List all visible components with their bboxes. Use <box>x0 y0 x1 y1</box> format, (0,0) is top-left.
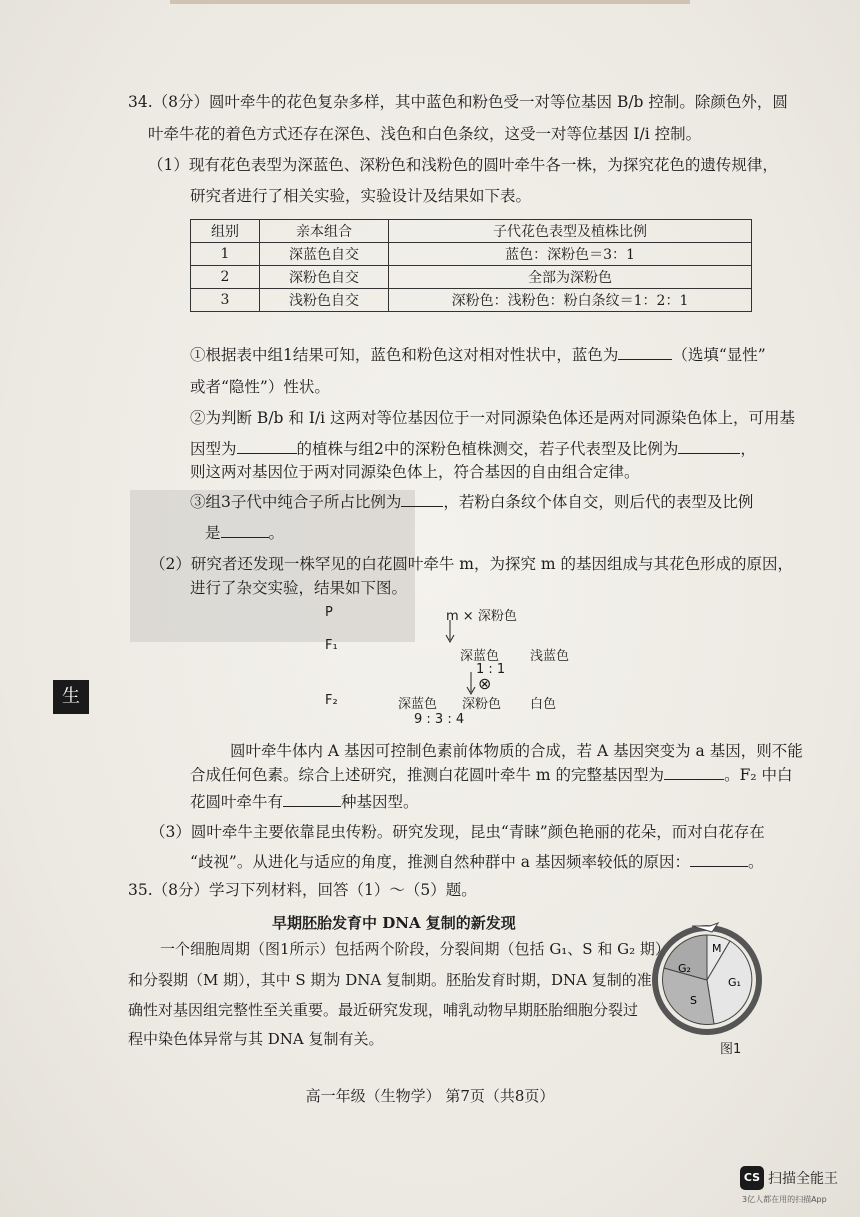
q34-sub1 <box>190 345 766 365</box>
q34-line1: 34.（8分）圆叶牵牛的花色复杂多样，其中蓝色和粉色受一对等位基因 B/b 控制。除颜色外，圆 <box>128 93 788 111</box>
q34-sub3-text: ③组3子代中纯合子所占比例为 <box>190 493 402 511</box>
q34-part2-text: 花圆叶牵牛有 <box>190 793 284 811</box>
table-row <box>191 289 752 312</box>
arrow-down-icon <box>440 620 460 644</box>
table-cell: 深蓝色自交 <box>260 243 389 266</box>
f2-phenotype: 深蓝色 <box>398 697 438 712</box>
q34-part2: （2）研究者还发现一株罕见的白花圆叶牵牛 m，为探究 m 的基因组成与其花色形成的原因， <box>150 555 794 573</box>
article-paragraph: 确性对基因组完整性至关重要。最近研究发现，哺乳动物早期胚胎细胞分裂过 <box>128 1001 639 1019</box>
label-g1: G₁ <box>728 976 741 989</box>
q34-part3: （3）圆叶牵牛主要依靠昆虫传粉。研究发现，昆虫“青睐”颜色艳丽的花朵，而对白花存在 <box>150 823 765 841</box>
q34-part3-text: “歧视”。从进化与适应的角度，推测自然种群中 a 基因频率较低的原因： <box>190 853 690 871</box>
q34-sub1-text: （选填“显性” <box>672 346 766 364</box>
page-footer: 高一年级（生物学） 第7页（共8页） <box>305 1087 555 1105</box>
logo-name: 扫描全能王 <box>768 1171 838 1187</box>
table-header-row <box>191 220 752 243</box>
article-paragraph: 程中染色体异常与其 DNA 复制有关。 <box>128 1030 384 1048</box>
table-cell: 深粉色自交 <box>260 266 389 289</box>
f1-phenotype: 浅蓝色 <box>530 649 570 664</box>
q34-sub3 <box>190 492 753 512</box>
label-g2: G₂ <box>678 962 691 975</box>
q34-part2-text: 合成任何色素。综合上述研究，推测白花圆叶牵牛 m 的完整基因型为 <box>190 766 665 784</box>
label-s: S <box>690 994 697 1007</box>
answer-blank <box>678 439 740 454</box>
table-cell: 深粉色：浅粉色：粉白条纹＝1：2：1 <box>389 289 752 312</box>
q34-sub1-text: ①根据表中组1结果可知，蓝色和粉色这对相对性状中，蓝色为 <box>190 346 619 364</box>
f2-ratio: 9 : 3 : 4 <box>414 712 465 727</box>
table-cell: 浅粉色自交 <box>260 289 389 312</box>
figure-caption: 图1 <box>720 1042 742 1057</box>
cell-cycle-figure <box>652 920 762 1040</box>
table-cell: 2 <box>191 266 260 289</box>
q34-part1-intro-2: 研究者进行了相关实验，实验设计及结果如下表。 <box>190 187 532 205</box>
q34-sub2-text: ， <box>740 440 756 458</box>
answer-blank <box>664 765 724 780</box>
cross-parents: m × 深粉色 <box>446 609 517 624</box>
gen-label-p: P <box>325 605 333 620</box>
q34-part2-para: 圆叶牵牛体内 A 基因可控制色素前体物质的合成，若 A 基因突变为 a 基因，则不能 <box>230 742 803 760</box>
table-header: 组别 <box>191 220 260 243</box>
f1-phenotype: 深蓝色 <box>460 649 500 664</box>
q34-sub2-line3: 则这两对基因位于两对同源染色体上，符合基因的自由组合定律。 <box>190 463 640 481</box>
q34-part2-para-2 <box>190 765 792 785</box>
q34-sub3-text: ，若粉白条纹个体自交，则后代的表型及比例 <box>443 493 754 511</box>
answer-blank <box>618 345 672 360</box>
q34-sub3-text: 。 <box>268 524 285 542</box>
q34-part3-line2 <box>190 852 763 872</box>
answer-blank <box>221 523 269 538</box>
table-row <box>191 243 752 266</box>
article-paragraph: 和分裂期（M 期），其中 S 期为 DNA 复制期。胚胎发育时期，DNA 复制的准 <box>128 971 652 989</box>
article-paragraph: 一个细胞周期（图1所示）包括两个阶段，分裂间期（包括 G₁、S 和 G₂ 期） <box>160 940 670 958</box>
q34-sub2-text: 因型为 <box>190 440 237 458</box>
table-row <box>191 266 752 289</box>
q34-sub1-line2: 或者“隐性”）性状。 <box>190 378 330 396</box>
cs-logo-icon: CS <box>740 1166 764 1190</box>
answer-blank <box>401 492 443 507</box>
q34-sub3-text: 是 <box>205 524 221 542</box>
q34-part2-text: 。F₂ 中白 <box>724 766 793 784</box>
f1-ratio: 1 : 1 <box>476 662 506 677</box>
gen-label-f2: F₂ <box>325 693 338 708</box>
q34-part1-intro: （1）现有花色表型为深蓝色、深粉色和浅粉色的圆叶牵牛各一株，为探究花色的遗传规律， <box>148 156 778 174</box>
self-cross-icon: ⊗ <box>478 674 492 693</box>
label-m: M <box>712 942 722 955</box>
answer-blank <box>237 439 297 454</box>
gen-label-f1: F₁ <box>325 638 338 653</box>
q34-part2-para-3 <box>190 792 419 812</box>
table-cell: 全部为深粉色 <box>389 266 752 289</box>
q34-sub2: ②为判断 B/b 和 I/i 这两对等位基因位于一对同源染色体还是两对同源染色体上，可用基 <box>190 409 796 427</box>
logo-tagline: 3亿人都在用的扫描App <box>742 1195 827 1204</box>
article-title: 早期胚胎发育中 DNA 复制的新发现 <box>272 914 516 932</box>
q34-line2: 叶牵牛花的着色方式还存在深色、浅色和白色条纹，这受一对等位基因 I/i 控制。 <box>148 125 702 143</box>
f2-phenotype: 深粉色 <box>462 697 502 712</box>
scanner-logo <box>740 1166 840 1206</box>
q35-line1: 35.（8分）学习下列材料，回答（1）～（5）题。 <box>128 881 477 899</box>
results-table <box>190 219 752 312</box>
table-cell: 1 <box>191 243 260 266</box>
table-cell: 3 <box>191 289 260 312</box>
subject-tab: 生 <box>53 680 89 714</box>
answer-blank <box>283 792 341 807</box>
table-cell: 蓝色：深粉色＝3：1 <box>389 243 752 266</box>
page-edge-shadow <box>170 0 690 4</box>
q34-sub3-line2 <box>205 523 284 543</box>
q34-sub2-line2 <box>190 439 756 459</box>
q34-part2-text: 种基因型。 <box>341 793 419 811</box>
answer-blank <box>690 852 748 867</box>
table-header: 亲本组合 <box>260 220 389 243</box>
q34-sub2-text: 的植株与组2中的深粉色植株测交，若子代表型及比例为 <box>296 440 679 458</box>
table-header: 子代花色表型及植株比例 <box>389 220 752 243</box>
q34-part2-line2: 进行了杂交实验，结果如下图。 <box>190 579 408 597</box>
f2-phenotype: 白色 <box>530 697 557 712</box>
q34-part3-text: 。 <box>747 853 764 871</box>
